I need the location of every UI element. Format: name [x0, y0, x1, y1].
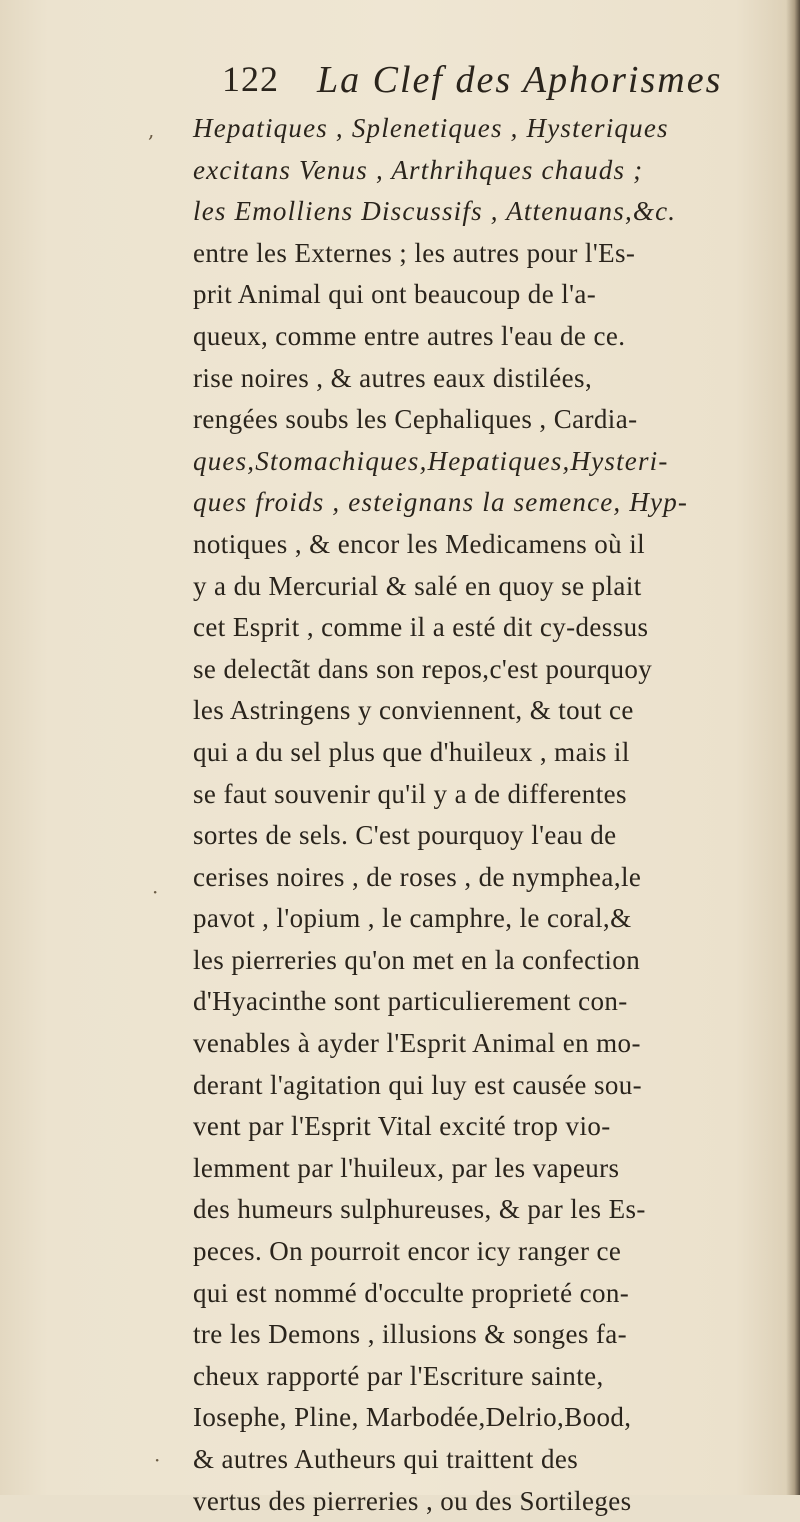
- text-line: les pierreries qu'on met en la confection: [193, 944, 641, 975]
- text-line: cerises noires , de roses , de nymphea,le: [193, 861, 642, 892]
- margin-tick-mark: ·: [152, 880, 159, 904]
- text-line: ques froids , esteignans la semence, Hyp-: [193, 487, 689, 518]
- text-line: qui a du sel plus que d'huileux , mais il: [193, 736, 630, 767]
- body-text: [193, 108, 765, 1522]
- text-line: se faut souvenir qu'il y a de differentes: [193, 778, 627, 809]
- text-line: sortes de sels. C'est pourquoy l'eau de: [193, 820, 617, 851]
- text-line: lemment par l'huileux, par les vapeurs: [193, 1152, 620, 1183]
- text-line: rise noires , & autres eaux distilées,: [193, 362, 593, 393]
- text-line: venables à ayder l'Esprit Animal en mo-: [193, 1028, 641, 1059]
- text-line: Iosephe, Pline, Marbodée,Delrio,Bood,: [193, 1402, 632, 1433]
- text-line: Hepatiques , Splenetiques , Hysteriques: [193, 113, 669, 143]
- text-line: cet Esprit , comme il a esté dit cy-dessus: [193, 612, 649, 643]
- page-edge-shadow: [786, 0, 800, 1495]
- text-line: peces. On pourroit encor icy ranger ce: [193, 1236, 622, 1267]
- text-line: des humeurs sulphureuses, & par les Es-: [193, 1194, 646, 1225]
- text-line: se delectãt dans son repos,c'est pourquoy: [193, 653, 653, 684]
- margin-tick-mark: ·: [154, 1448, 161, 1472]
- text-line: vertus des pierreries , ou des Sortileges: [193, 1485, 632, 1516]
- text-line: pavot , l'opium , le camphre, le coral,&: [193, 903, 632, 934]
- page-header: [222, 58, 762, 108]
- text-line: d'Hyacinthe sont particulierement con-: [193, 986, 628, 1017]
- text-line: & autres Autheurs qui traittent des: [193, 1444, 579, 1474]
- text-line: les Emolliens Discussifs , Attenuans,&c.: [193, 196, 677, 227]
- page-number: 122: [222, 59, 279, 99]
- text-line: derant l'agitation qui luy est causée sou-: [193, 1069, 643, 1100]
- text-line: ques,Stomachiques,Hepatiques,Hysteri-: [193, 445, 669, 476]
- running-title: La Clef des Aphorismes: [317, 59, 723, 101]
- text-line: entre les Externes ; les autres pour l'Es-: [193, 237, 636, 268]
- text-line: notiques , & encor les Medicamens où il: [193, 528, 646, 559]
- margin-comma-mark: ,: [148, 118, 155, 142]
- text-line: cheux rapporté par l'Escriture sainte,: [193, 1360, 604, 1391]
- text-line: y a du Mercurial & salé en quoy se plait: [193, 570, 642, 601]
- text-line: rengées soubs les Cephaliques , Cardia-: [193, 404, 638, 435]
- text-line: tre les Demons , illusions & songes fa-: [193, 1319, 628, 1350]
- text-line: qui est nommé d'occulte proprieté con-: [193, 1277, 630, 1308]
- text-line: prit Animal qui ont beaucoup de l'a-: [193, 279, 597, 310]
- text-line: queux, comme entre autres l'eau de ce.: [193, 320, 626, 351]
- text-line: excitans Venus , Arthrihques chauds ;: [193, 154, 644, 185]
- text-line: vent par l'Esprit Vital excité trop vio-: [193, 1111, 611, 1142]
- text-line: les Astringens y conviennent, & tout ce: [193, 695, 634, 726]
